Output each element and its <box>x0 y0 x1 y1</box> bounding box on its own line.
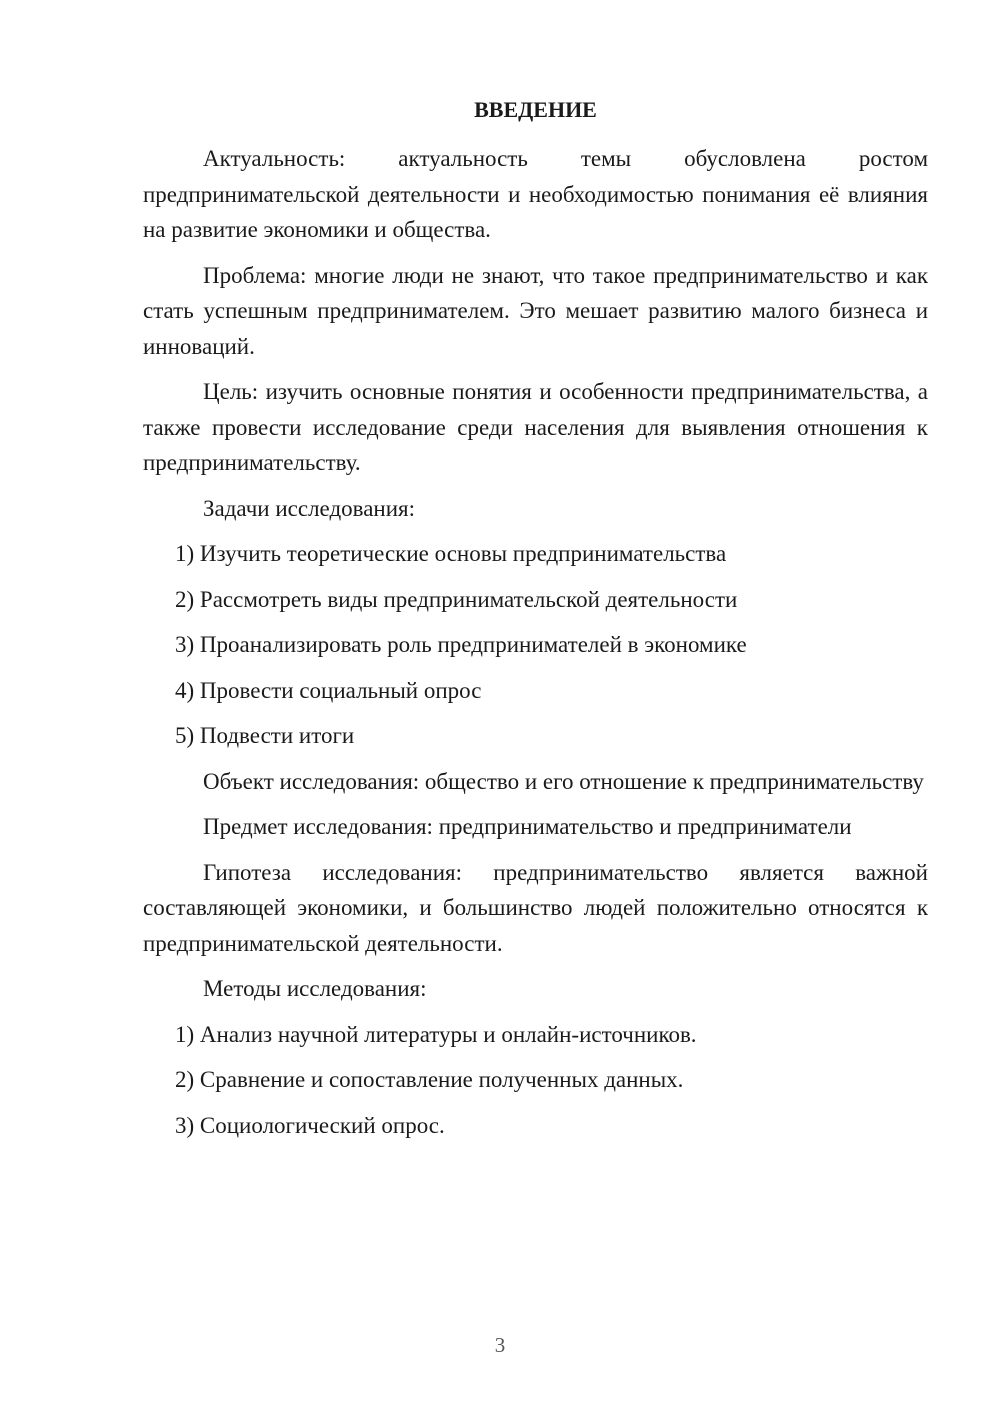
task-item: 4) Провести социальный опрос <box>175 677 482 703</box>
paragraph-object: Объект исследования: общество и его отношение к предпринимательству <box>203 768 924 794</box>
task-item: 3) Проанализировать роль предпринимателей в экономике <box>175 632 747 657</box>
method-item: 2) Сравнение и сопоставление полученных данных. <box>175 1067 684 1092</box>
paragraph-problem: Проблема: многие люди не знают, что такое предпринимательство и как стать успешным предпринимателем. Это мешает развитию малого бизнеса и инноваций. <box>143 262 928 359</box>
page-number: 3 <box>494 1333 506 1357</box>
task-item: 1) Изучить теоретические основы предпринимательства <box>175 541 727 566</box>
method-item: 3) Социологический опрос. <box>175 1112 445 1138</box>
paragraph-relevance: Актуальность: актуальность темы обусловлена ростом предпринимательской деятельности и необходимостью понимания её влияния на развитие экономики и общества. <box>143 146 928 242</box>
methods-heading: Методы исследования: <box>203 976 427 1001</box>
task-item: 2) Рассмотреть виды предпринимательской деятельности <box>175 586 738 612</box>
section-title: ВВЕДЕНИЕ <box>474 97 597 122</box>
paragraph-goal: Цель: изучить основные понятия и особенности предпринимательства, а также провести исследование среди населения для выявления отношения к предпринимательству. <box>143 379 928 475</box>
task-item: 5) Подвести итоги <box>175 723 355 748</box>
method-item: 1) Анализ научной литературы и онлайн-источников. <box>175 1021 697 1047</box>
paragraph-hypothesis: Гипотеза исследования: предпринимательство является важной составляющей экономики, и большинство людей положительно относятся к предпринимательской деятельности. <box>143 859 928 956</box>
tasks-heading: Задачи исследования: <box>203 495 416 521</box>
document-page <box>143 92 928 1153</box>
paragraph-subject: Предмет исследования: предпринимательство и предприниматели <box>203 814 852 839</box>
